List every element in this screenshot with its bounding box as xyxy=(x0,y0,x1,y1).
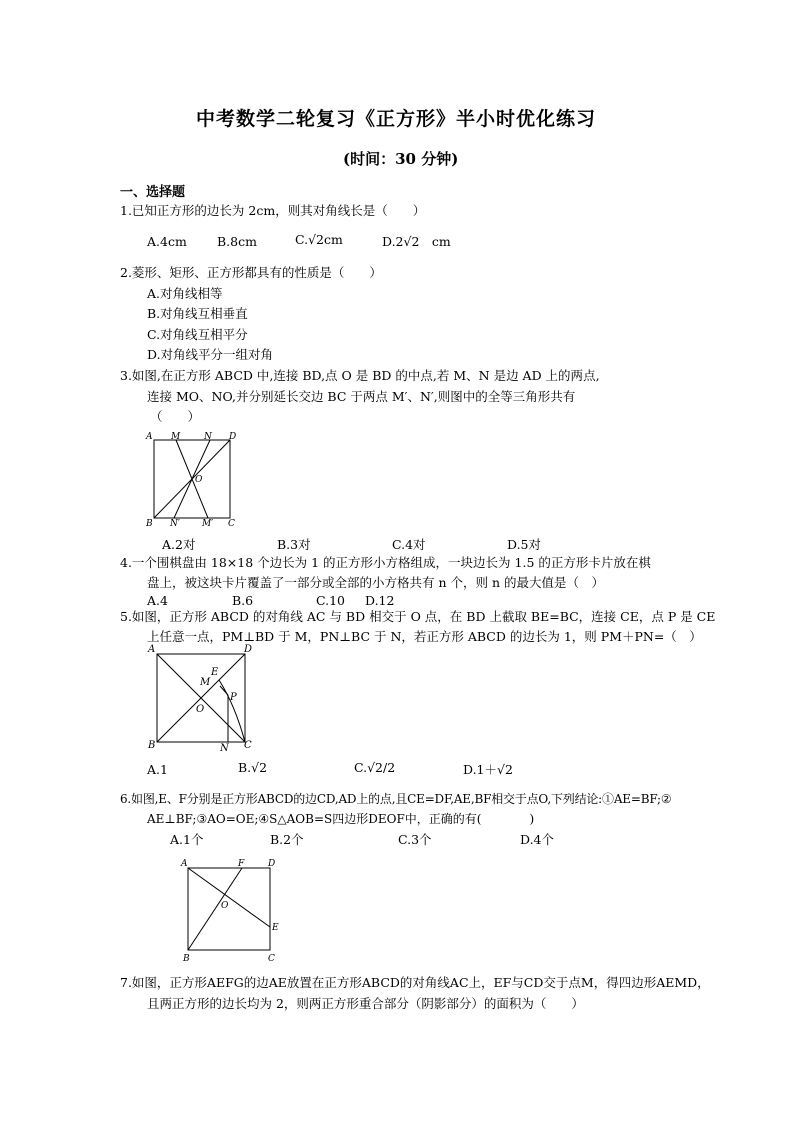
question-2-text: 2.菱形、矩形、正方形都具有的性质是（ ） xyxy=(120,265,382,280)
label-p: P xyxy=(230,692,237,703)
square-abcd xyxy=(188,868,270,950)
segment-n-n-prime xyxy=(174,440,210,518)
question-4-option-b: B.6 xyxy=(232,593,254,608)
label-c: C xyxy=(228,519,235,528)
question-4-option-a: A.4 xyxy=(147,593,168,608)
section-heading: 一、选择题 xyxy=(120,185,186,200)
question-1-option-d: D.2√2 cm xyxy=(382,234,451,249)
question-3-line-3: （ ） xyxy=(150,409,201,424)
question-3-option-d: D.5对 xyxy=(507,537,542,552)
question-1-option-a: A.4cm xyxy=(147,234,187,249)
label-o: O xyxy=(196,704,205,715)
label-a: A xyxy=(148,644,156,655)
label-m: M xyxy=(200,677,211,688)
question-4-option-c: C.10 xyxy=(316,593,345,608)
question-3-option-b: B.3对 xyxy=(277,537,311,552)
label-d: D xyxy=(229,432,237,442)
question-5-option-a: A.1 xyxy=(147,762,168,777)
segment-bf xyxy=(188,868,242,950)
label-c: C xyxy=(268,954,275,964)
label-a: A xyxy=(181,859,188,869)
question-5-line-1: 5.如图，正方形 ABCD 的对角线 AC 与 BD 相交于 O 点，在 BD 上截取 BE=BC，连接 CE，点 P 是 CE xyxy=(120,609,716,624)
label-o: O xyxy=(195,475,203,485)
label-n: N xyxy=(220,743,229,754)
question-5-option-d: D.1＋√2 xyxy=(463,762,513,777)
label-n-prime: N′ xyxy=(170,519,180,528)
question-5-figure xyxy=(140,640,265,755)
question-3-option-c: C.4对 xyxy=(392,537,426,552)
label-m: M xyxy=(171,432,181,442)
label-m-prime: M′ xyxy=(202,519,214,528)
label-o: O xyxy=(221,901,229,911)
label-d: D xyxy=(244,644,253,655)
question-6-figure xyxy=(175,855,285,965)
label-f: F xyxy=(238,859,245,869)
question-6-line-2: AE⊥BF;③AO=OE;④S△AOB=S四边形DEOF中，正确的有( ) xyxy=(147,812,535,826)
question-6-line-1: 6.如图,E、F分别是正方形ABCD的边CD,AD上的点,且CE=DF,AE,BF相交于点O,下列结论:①AE=BF;② xyxy=(120,792,672,806)
question-1-text: 1.已知正方形的边长为 2cm，则其对角线长是（ ） xyxy=(120,203,426,218)
question-3-line-2: 连接 MO、NO,并分别延长交边 BC 于两点 M′、N′,则图中的全等三角形共有 xyxy=(147,389,576,404)
label-c: C xyxy=(244,740,252,751)
question-2-option-a: A.对角线相等 xyxy=(147,286,223,301)
page-title: 中考数学二轮复习《正方形》半小时优化练习 xyxy=(196,108,597,130)
page-subtitle: (时间：30 分钟) xyxy=(343,150,459,168)
question-5-line-2: 上任意一点，PM⊥BD 于 M，PN⊥BC 于 N，若正方形 ABCD 的边长为 1，则 PM＋PN=（ ） xyxy=(147,629,702,644)
question-3-option-a: A.2对 xyxy=(162,537,196,552)
question-6-option-d: D.4个 xyxy=(520,832,555,847)
question-6-option-b: B.2个 xyxy=(270,832,304,847)
label-e: E xyxy=(211,667,219,678)
question-5-option-c: C.√2/2 xyxy=(354,760,396,775)
question-4-line-2: 盘上，被这块卡片覆盖了一部分或全部的小方格共有 n 个，则 n 的最大值是（ ） xyxy=(147,575,604,590)
question-6-option-a: A.1个 xyxy=(170,832,204,847)
question-4-line-1: 4.一个围棋盘由 18×18 个边长为 1 的正方形小方格组成，一块边长为 1.5 的正方形卡片放在棋 xyxy=(120,555,651,570)
label-d: D xyxy=(268,859,276,869)
label-b: B xyxy=(146,519,153,528)
question-4-option-d: D.12 xyxy=(365,593,395,608)
question-7-line-2: 且两正方形的边长均为 2，则两正方形重合部分（阴影部分）的面积为（ ） xyxy=(147,996,584,1011)
segment-ae xyxy=(188,868,270,927)
question-3-line-1: 3.如图,在正方形 ABCD 中,连接 BD,点 O 是 BD 的中点,若 M、N 是边 AD 上的两点, xyxy=(120,368,600,383)
label-b: B xyxy=(183,954,190,964)
question-2-option-c: C.对角线互相平分 xyxy=(147,327,248,342)
label-n: N xyxy=(204,432,212,442)
label-b: B xyxy=(148,740,156,751)
question-2-option-b: B.对角线互相垂直 xyxy=(147,306,248,321)
question-3-figure xyxy=(140,428,250,528)
question-7-line-1: 7.如图，正方形AEFG的边AE放置在正方形ABCD的对角线AC上，EF与CD交于点M，得四边形AEMD， xyxy=(120,975,710,990)
question-2-option-d: D.对角线平分一组对角 xyxy=(147,347,274,362)
label-a: A xyxy=(146,432,153,442)
question-5-option-b: B.√2 xyxy=(238,760,268,775)
question-1-option-c: C.√2cm xyxy=(295,232,343,247)
question-1-option-b: B.8cm xyxy=(217,234,257,249)
question-6-option-c: C.3个 xyxy=(398,832,432,847)
label-e: E xyxy=(272,923,279,933)
